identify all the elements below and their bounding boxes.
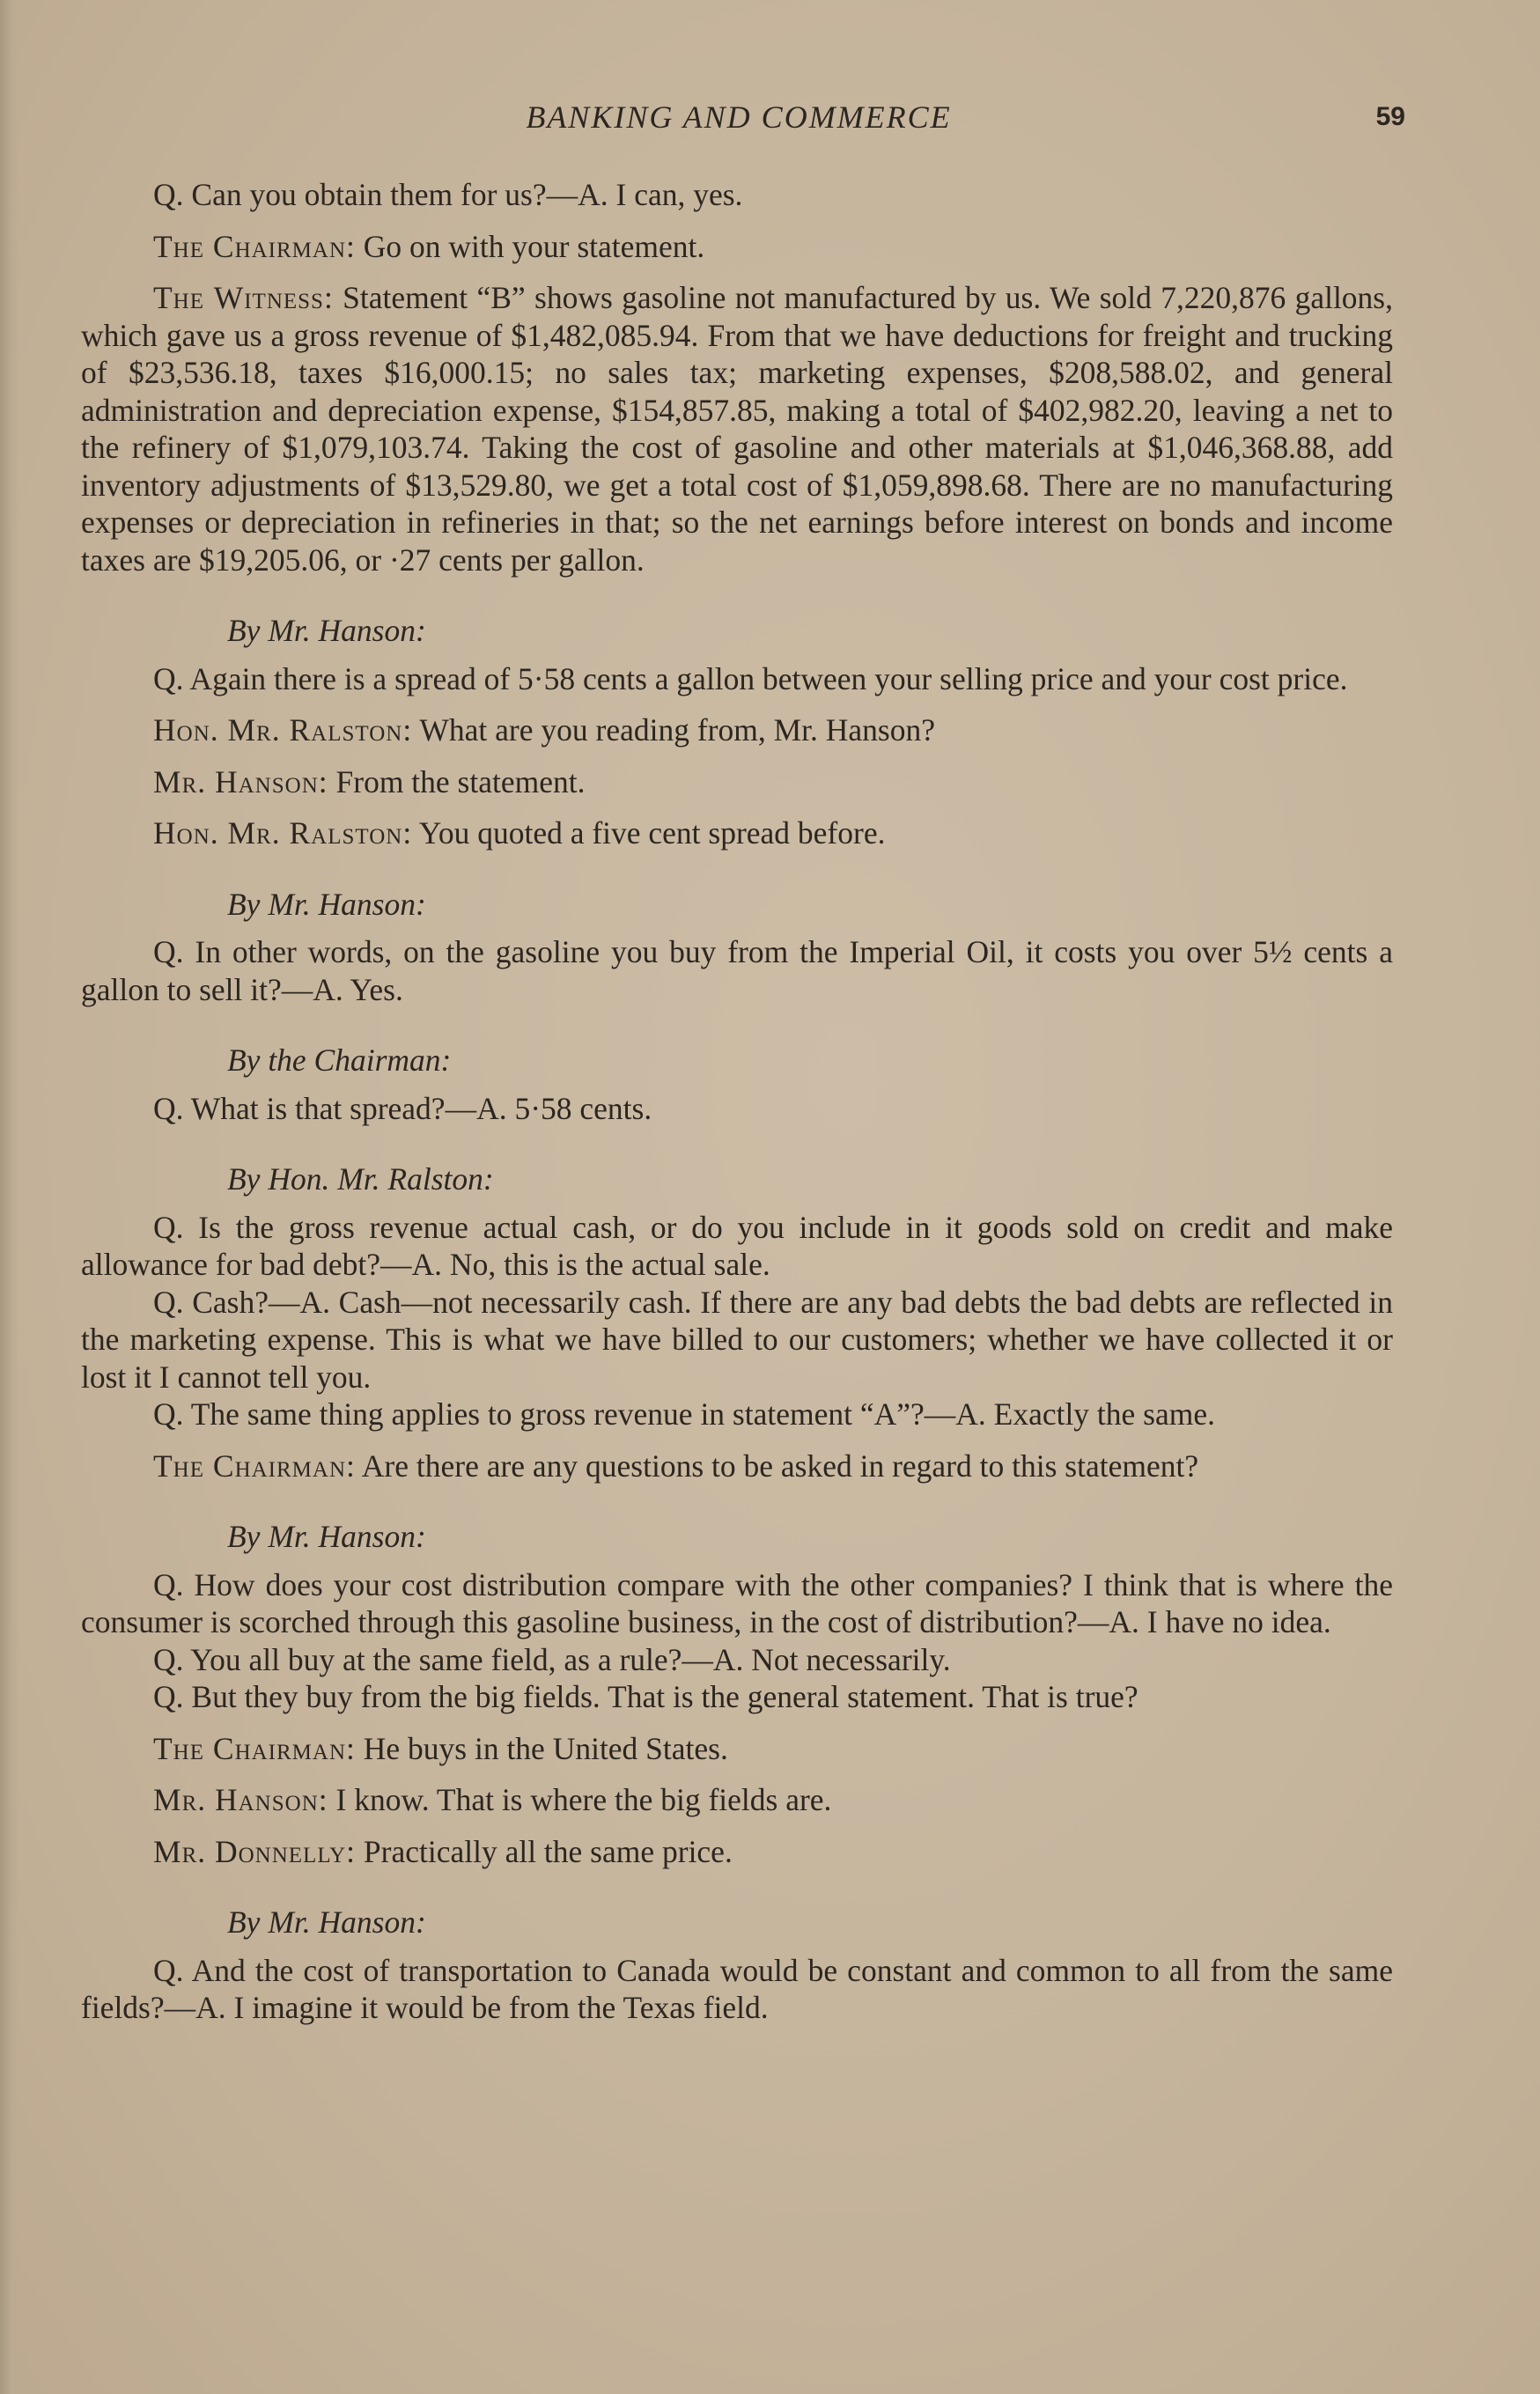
speech-text: From the statement. [335, 763, 586, 799]
question-paragraph [81, 660, 1393, 698]
question-paragraph [81, 1952, 1393, 2027]
examiner-heading: By the Chairman: [227, 1042, 452, 1078]
examiner-heading: By Mr. Hanson: [227, 1904, 426, 1940]
transcript-body [81, 176, 1393, 2027]
speech-paragraph [81, 1833, 1393, 1871]
speech-text: Are there are any questions to be asked in regard to this statement? [361, 1447, 1199, 1484]
question-paragraph [81, 1678, 1393, 1716]
speaker-name: The Witness: [153, 280, 334, 315]
speech-paragraph [81, 814, 1393, 852]
examiner-heading: By Mr. Hanson: [227, 886, 426, 922]
paragraph-text: Q. You all buy at the same field, as a rule?—A. Not necessarily. [153, 1641, 951, 1677]
examiner-heading: By Mr. Hanson: [227, 1519, 426, 1554]
speaker-name: Mr. Hanson: [153, 763, 328, 799]
running-head: BANKING AND COMMERCE [526, 99, 952, 135]
examiner-heading: By Mr. Hanson: [227, 613, 426, 648]
paragraph-text: Q. Cash?—A. Cash—not necessarily cash. If there are any bad debts the bad debts are reflected in the marketing expense. This is what we have billed to our customers; whether we have collected it or lost it I cannot tell you. [81, 1284, 1393, 1395]
speaker-name: The Chairman: [153, 228, 356, 264]
speech-paragraph [81, 1730, 1393, 1768]
speech-paragraph [81, 1447, 1393, 1485]
speech-paragraph [81, 1781, 1393, 1819]
paragraph-text: Q. Can you obtain them for us?—A. I can, yes. [153, 177, 743, 212]
speech-paragraph [81, 711, 1393, 749]
paragraph-text: Q. In other words, on the gasoline you buy from the Imperial Oil, it costs you over 5½ cents a gallon to sell it?—A. Yes. [81, 934, 1393, 1007]
paragraph-text: Q. Again there is a spread of 5·58 cents a gallon between your selling price and your cost price. [153, 660, 1348, 696]
page-number: 59 [1375, 102, 1405, 131]
speech-text: You quoted a five cent spread before. [418, 815, 886, 851]
speech-text: I know. That is where the big fields are. [335, 1782, 832, 1817]
paragraph-text: Q. The same thing applies to gross revenue in statement “A”?—A. Exactly the same. [153, 1396, 1215, 1432]
speech-paragraph [81, 228, 1393, 266]
speaker-name: The Chairman: [153, 1447, 356, 1484]
speech-paragraph [81, 279, 1393, 578]
speech-text: Practically all the same price. [363, 1833, 733, 1869]
speech-paragraph [81, 763, 1393, 801]
examiner-heading: By Hon. Mr. Ralston: [227, 1161, 494, 1197]
question-paragraph [81, 176, 1393, 214]
page-binding-edge [0, 0, 19, 2394]
question-paragraph [81, 1090, 1393, 1128]
speaker-name: Mr. Hanson: [153, 1782, 328, 1817]
speech-text: Statement “B” shows gasoline not manufactured by us. We sold 7,220,876 gallons, which gave us a gross revenue of $1,482,085.94. From that we have deductions for freight and trucking of $23,536.18, taxes $16,000.15; no sales tax; marketing expenses, $208,588.02, and general administration and depreciation expense, $154,857.85, making a total of $402,982.20, leaving a net to the refinery of $1,079,103.74. Taking the cost of gasoline and other materials at $1,046,368.88, add inventory adjustments of $13,529.80, we get a total cost of $1,059,898.68. There are no manufacturing expenses or depreciation in refineries in that; so the net earnings before interest on bonds and income taxes are $19,205.06, or ·27 cents per gallon. [81, 280, 1393, 578]
question-paragraph [81, 1209, 1393, 1284]
speaker-name: Hon. Mr. Ralston: [153, 712, 413, 748]
speech-text: He buys in the United States. [363, 1730, 728, 1766]
speech-text: Go on with your statement. [363, 228, 705, 264]
paragraph-text: Q. Is the gross revenue actual cash, or do you include in it goods sold on credit and make allowance for bad debt?—A. No, this is the actual sale. [81, 1209, 1393, 1282]
question-paragraph [81, 1284, 1393, 1396]
question-paragraph [81, 933, 1393, 1008]
paragraph-text: Q. How does your cost distribution compare with the other companies? I think that is where the consumer is scorched through this gasoline business, in the cost of distribution?—A. I have no idea. [81, 1566, 1393, 1639]
speech-text: What are you reading from, Mr. Hanson? [419, 712, 935, 748]
paragraph-text: Q. But they buy from the big fields. That is the general statement. That is true? [153, 1679, 1138, 1714]
speaker-name: Hon. Mr. Ralston: [153, 815, 413, 851]
speaker-name: Mr. Donnelly: [153, 1833, 357, 1869]
speaker-name: The Chairman: [153, 1730, 356, 1766]
paragraph-text: Q. What is that spread?—A. 5·58 cents. [153, 1090, 652, 1126]
question-paragraph [81, 1396, 1393, 1433]
page-header [79, 99, 1405, 148]
question-paragraph [81, 1641, 1393, 1679]
paragraph-text: Q. And the cost of transportation to Canada would be constant and common to all from the same fields?—A. I imagine it would be from the Texas field. [81, 1952, 1393, 2025]
question-paragraph [81, 1566, 1393, 1641]
